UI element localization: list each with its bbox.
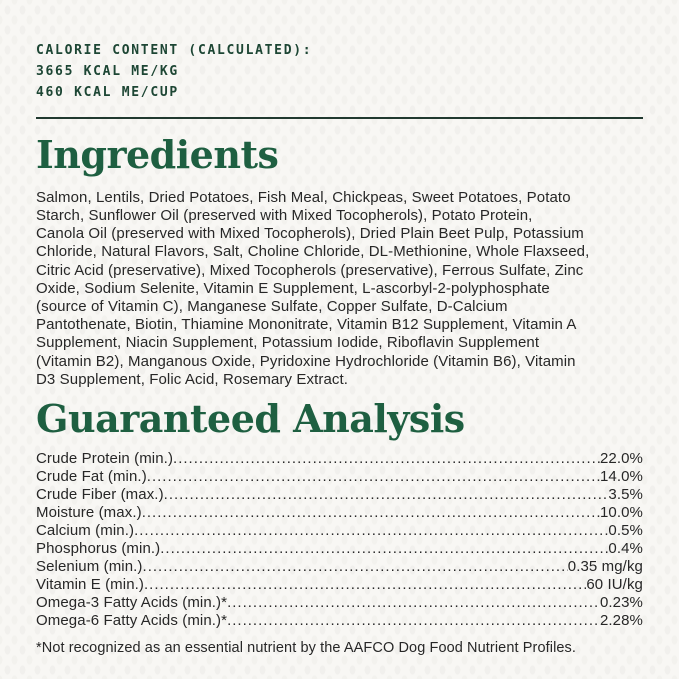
- analysis-value: 2.28%: [599, 611, 643, 629]
- analysis-row-omega-3: [36, 594, 643, 612]
- analysis-row-vitamin-e: [36, 576, 643, 594]
- analysis-value: 60 IU/kg: [586, 575, 643, 593]
- section-divider: [36, 117, 643, 119]
- dot-leader: [164, 486, 609, 504]
- analysis-value: 0.35 mg/kg: [567, 557, 643, 575]
- analysis-value: 3.5%: [608, 485, 643, 503]
- analysis-label: Omega-3 Fatty Acids (min.)*: [36, 593, 228, 611]
- ingredients-title: Ingredients: [36, 132, 279, 177]
- analysis-value: 10.0%: [599, 503, 643, 521]
- calorie-kcal-per-kg: 3665 KCAL ME/KG: [36, 64, 179, 79]
- analysis-label: Calcium (min.): [36, 521, 135, 539]
- analysis-value: 0.4%: [608, 539, 643, 557]
- ingredients-text-line: Oxide, Sodium Selenite, Vitamin E Supplement, L-ascorbyl-2-polyphosphate: [36, 279, 550, 297]
- dot-leader: [143, 558, 568, 576]
- analysis-label: Crude Fiber (max.): [36, 485, 164, 503]
- analysis-row-phosphorus: [36, 540, 643, 558]
- ingredients-text-line: Supplement, Niacin Supplement, Potassium Iodide, Riboflavin Supplement: [36, 334, 540, 352]
- ingredients-paragraph: [36, 189, 643, 389]
- analysis-label: Crude Fat (min.): [36, 467, 147, 485]
- analysis-row-moisture: [36, 504, 643, 522]
- analysis-value: 0.23%: [599, 593, 643, 611]
- ingredients-text-line: Salmon, Lentils, Dried Potatoes, Fish Meal, Chickpeas, Sweet Potatoes, Potato: [36, 188, 571, 206]
- analysis-row-crude-fiber: [36, 486, 643, 504]
- analysis-label: Crude Protein (min.): [36, 449, 174, 467]
- analysis-label: Omega-6 Fatty Acids (min.)*: [36, 611, 228, 629]
- analysis-value: 22.0%: [599, 449, 643, 467]
- analysis-row-crude-fat: [36, 468, 643, 486]
- ingredients-text-line: D3 Supplement, Folic Acid, Rosemary Extract.: [36, 370, 349, 388]
- guaranteed-analysis-title: Guaranteed Analysis: [36, 396, 465, 442]
- analysis-label: Selenium (min.): [36, 557, 143, 575]
- dot-leader: [173, 450, 600, 468]
- guaranteed-analysis-table: [36, 450, 643, 630]
- dot-leader: [134, 522, 608, 540]
- dot-leader: [142, 504, 600, 522]
- calorie-content-heading: CALORIE CONTENT (CALCULATED):: [36, 43, 313, 58]
- dot-leader: [147, 468, 600, 486]
- dot-leader: [227, 612, 600, 630]
- calorie-content-block: [36, 40, 643, 103]
- ingredients-text-line: (Vitamin B2), Manganous Oxide, Pyridoxine Hydrochloride (Vitamin B6), Vitamin: [36, 352, 576, 370]
- calorie-kcal-per-cup: 460 KCAL ME/CUP: [36, 85, 179, 100]
- dot-leader: [144, 576, 586, 594]
- analysis-row-calcium: [36, 522, 643, 540]
- aafco-footnote: *Not recognized as an essential nutrient by the AAFCO Dog Food Nutrient Profiles.: [36, 639, 577, 656]
- ingredients-text-line: (source of Vitamin C), Manganese Sulfate, Copper Sulfate, D-Calcium: [36, 298, 508, 316]
- analysis-label: Vitamin E (min.): [36, 575, 145, 593]
- analysis-label: Moisture (max.): [36, 503, 142, 521]
- analysis-label: Phosphorus (min.): [36, 539, 161, 557]
- ingredients-text-line: Citric Acid (preservative), Mixed Tocopherols (preservative), Ferrous Sulfate, Zinc: [36, 261, 584, 279]
- dot-leader: [160, 540, 608, 558]
- analysis-row-crude-protein: [36, 450, 643, 468]
- ingredients-text-line: Chloride, Natural Flavors, Salt, Choline Chloride, DL-Methionine, Whole Flaxseed,: [36, 243, 590, 261]
- ingredients-text-line: Canola Oil (preserved with Mixed Tocopherols), Dried Plain Beet Pulp, Potassium: [36, 225, 584, 243]
- dot-leader: [227, 594, 600, 612]
- ingredients-text-line: Starch, Sunflower Oil (preserved with Mixed Tocopherols), Potato Protein,: [36, 207, 533, 224]
- analysis-value: 14.0%: [599, 467, 643, 485]
- analysis-row-selenium: [36, 558, 643, 576]
- analysis-value: 0.5%: [608, 521, 643, 539]
- analysis-row-omega-6: [36, 612, 643, 630]
- ingredients-text-line: Pantothenate, Biotin, Thiamine Mononitrate, Vitamin B12 Supplement, Vitamin A: [36, 316, 577, 334]
